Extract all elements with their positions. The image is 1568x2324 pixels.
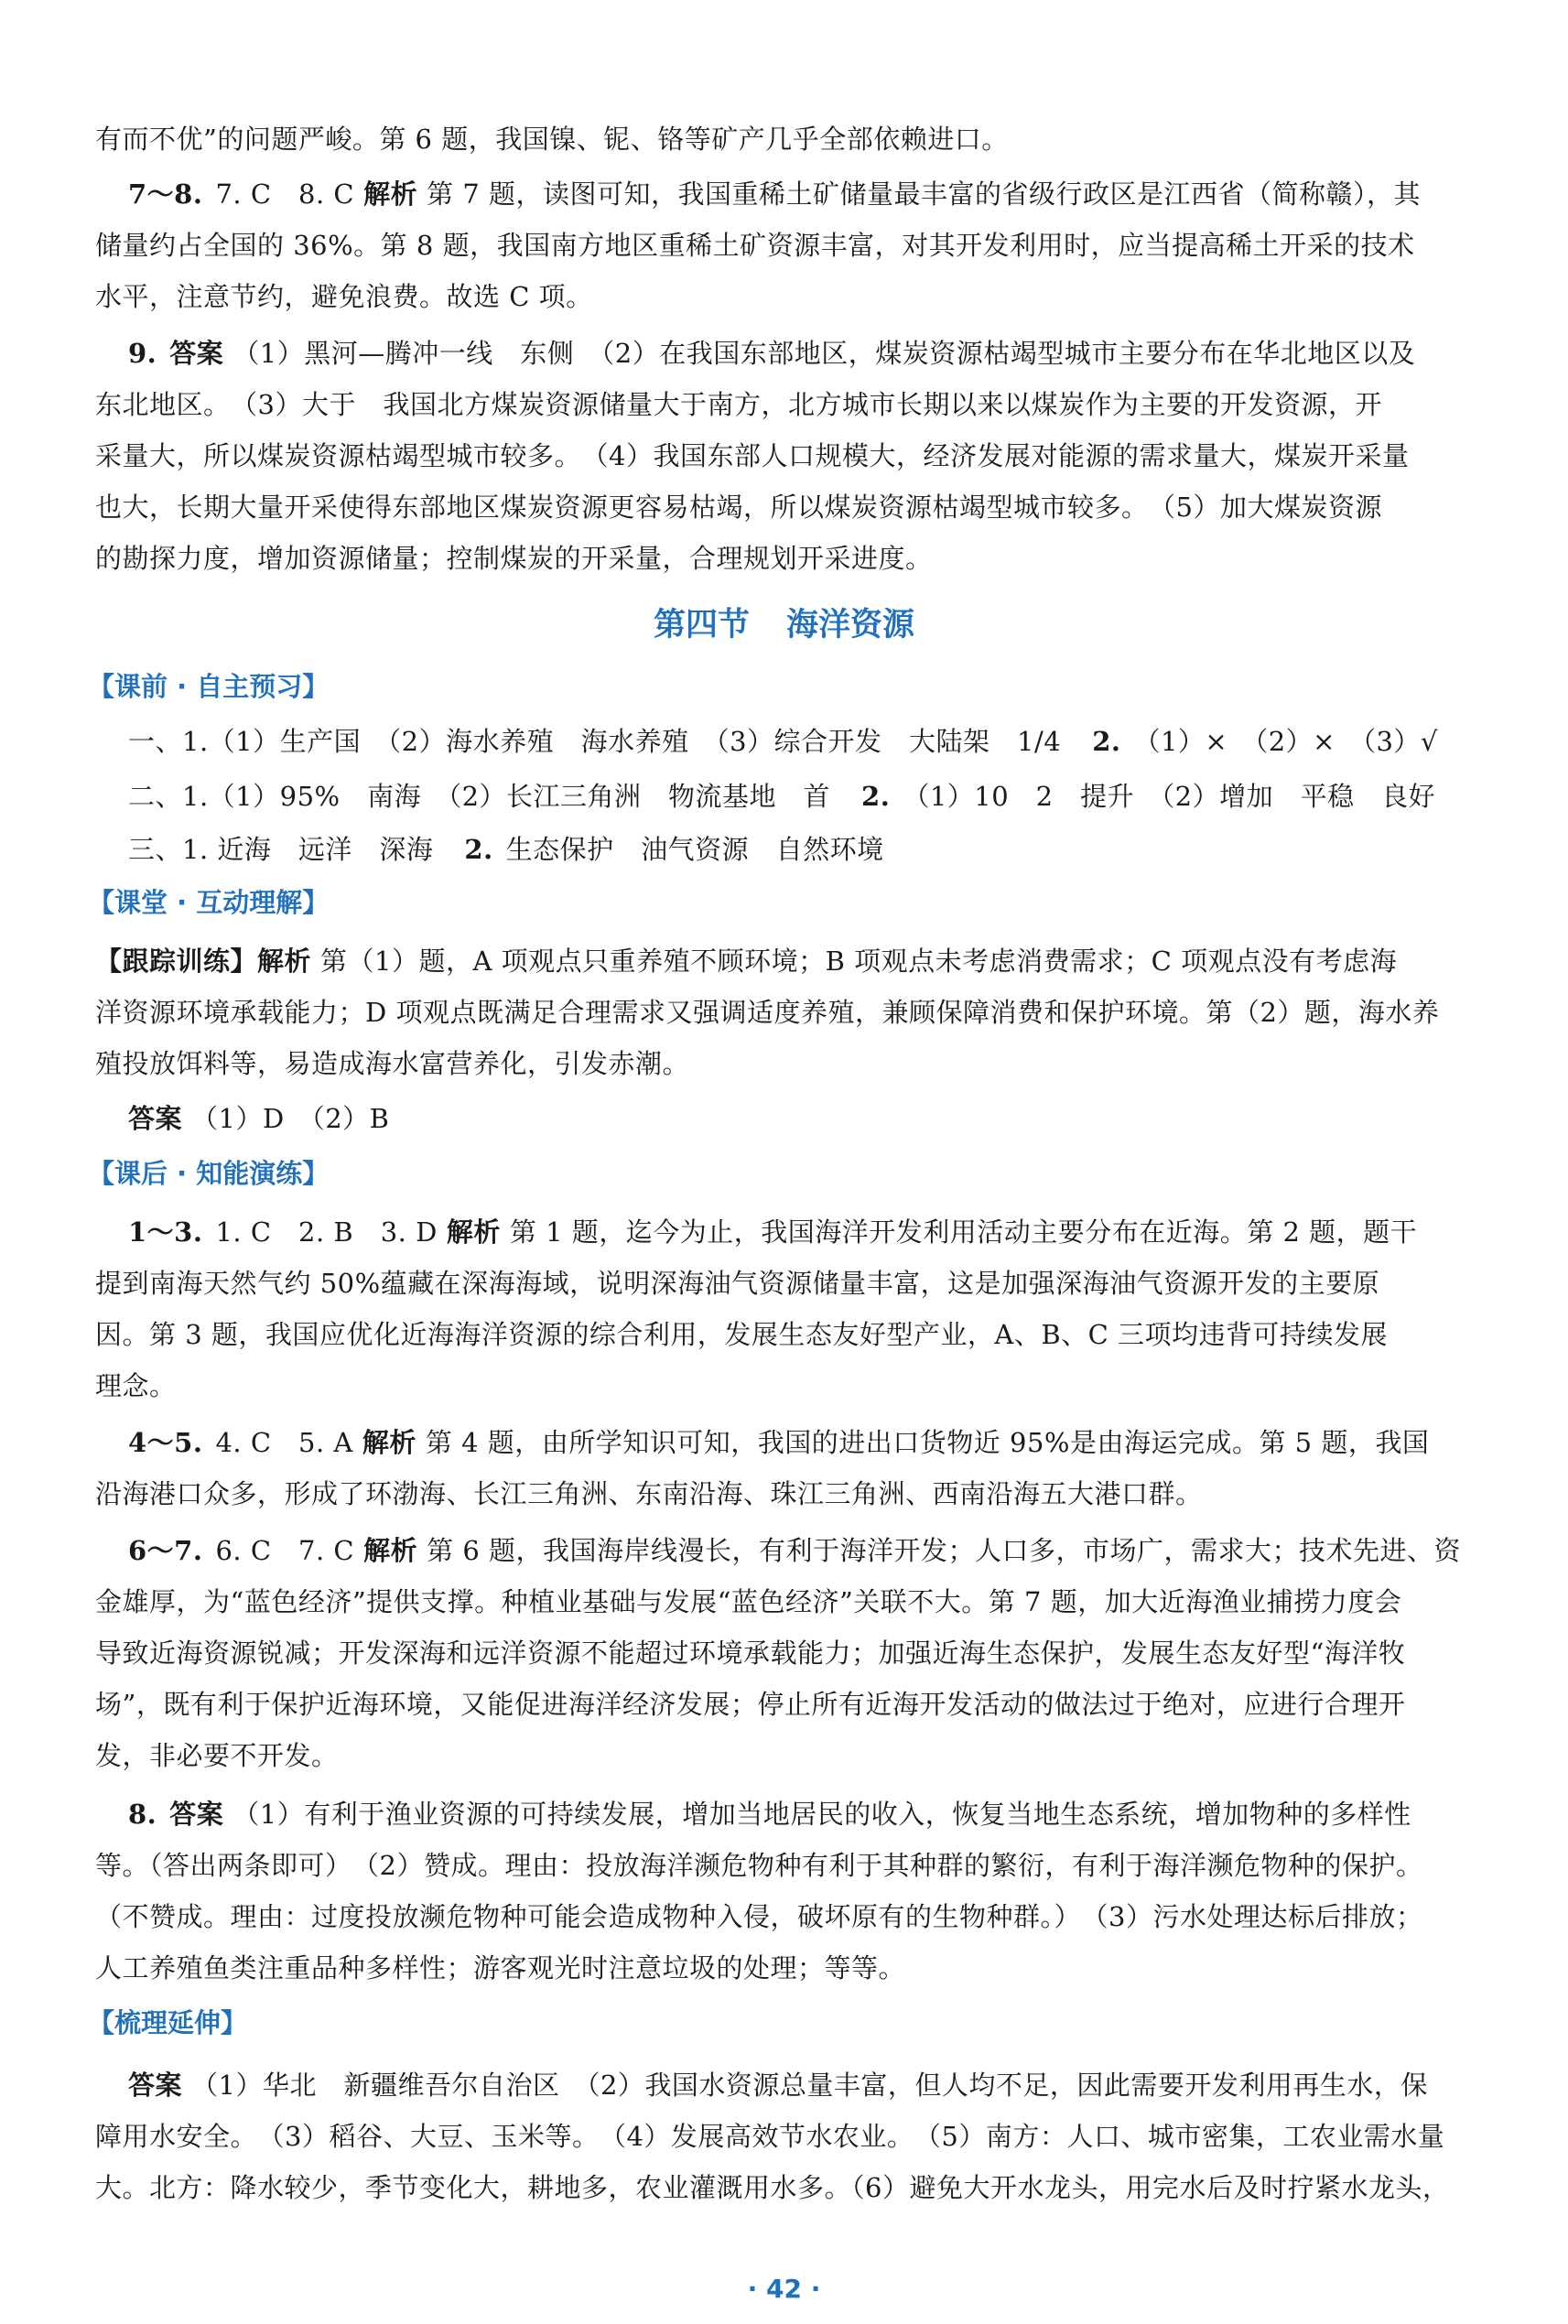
section-tag-classroom: 【课堂 · 互动理解】 bbox=[88, 887, 330, 918]
question-number: 7～8. bbox=[128, 178, 203, 210]
text-line: 储量约占全国的 36%。第 8 题，我国南方地区重稀土矿资源丰富，对其开发利用时，应当提高稀土开采的技术 bbox=[95, 230, 1415, 261]
question-number: 8. bbox=[128, 1799, 157, 1830]
answer-text: （1）华北 新疆维吾尔自治区 （2）我国水资源总量丰富，但人均不足，因此需要开发利用再生水，保 bbox=[191, 2070, 1428, 2101]
section-tag-after-class: 【课后 · 知能演练】 bbox=[88, 1158, 330, 1189]
answer-label: 答案 bbox=[169, 1799, 224, 1830]
answer-text: 三、1. 近海 远洋 深海 bbox=[128, 834, 434, 865]
question-number: 2. bbox=[464, 834, 493, 865]
answer-line-4-5 bbox=[128, 1424, 1430, 1461]
text-line: 有而不优”的问题严峻。第 6 题，我国镍、铌、铬等矿产几乎全部依赖进口。 bbox=[95, 124, 1009, 155]
question-number: 4～5. bbox=[128, 1427, 203, 1458]
question-number: 9. bbox=[128, 338, 157, 369]
text-line: 金雄厚，为“蓝色经济”提供支撑。种植业基础与发展“蓝色经济”关联不大。第 7 题，加大近海渔业捕捞力度会 bbox=[95, 1586, 1402, 1617]
answer-line-8 bbox=[128, 1796, 1411, 1832]
text-line: 导致近海资源锐减；开发深海和远洋资源不能超过环境承载能力；加强近海生态保护，发展生态友好型“海洋牧 bbox=[95, 1638, 1406, 1669]
answer-line bbox=[128, 1100, 1386, 1137]
answer-line bbox=[128, 2067, 1428, 2103]
answer-label: 答案 bbox=[128, 1103, 183, 1134]
text-line: 障用水安全。 （3）稻谷、大豆、玉米等。 （4）发展高效节水农业。 （5）南方：人口、城市密集，工农业需水量 bbox=[95, 2121, 1445, 2152]
text-line: 的勘探力度，增加资源储量；控制煤炭的开采量，合理规划开采进度。 bbox=[95, 543, 933, 574]
text-line: 大。北方：降水较少，季节变化大，耕地多，农业灌溉用水多。（6）避免大开水龙头，用完水后及时拧紧水龙头， bbox=[95, 2172, 1450, 2203]
text-line: 沿海港口众多，形成了环渤海、长江三角洲、东南沿海、珠江三角洲、西南沿海五大港口群。 bbox=[95, 1478, 1203, 1509]
answer-text: （1）D （2）B bbox=[191, 1103, 390, 1134]
answer-text: （1）10 2 提升 （2）增加 平稳 良好 bbox=[903, 781, 1436, 812]
answer-choices: 6. C 7. C bbox=[215, 1535, 355, 1566]
section-name: 海洋资源 bbox=[786, 607, 915, 643]
text-line: 东北地区。 （3）大于 我国北方煤炭资源储量大于南方，北方城市长期以来以煤炭作为主要的开发资源，开 bbox=[95, 389, 1382, 420]
analysis-label: 解析 bbox=[363, 178, 418, 210]
answer-choices: 4. C 5. A bbox=[215, 1427, 353, 1458]
answer-text: 一、1.（1）生产国 （2）海水养殖 海水养殖 （3）综合开发 大陆架 1/4 bbox=[128, 726, 1062, 757]
section-title bbox=[0, 602, 1568, 648]
analysis-text: 第 4 题，由所学知识可知，我国的进出口货物近 95%是由海运完成。第 5 题，我国 bbox=[425, 1427, 1430, 1458]
analysis-label: 【跟踪训练】解析 bbox=[95, 946, 312, 977]
answer-line bbox=[95, 943, 1398, 979]
answer-text: 二、1.（1）95% 南海 （2）长江三角洲 物流基地 首 bbox=[128, 781, 831, 812]
text-line: 发，非必要不开发。 bbox=[95, 1740, 339, 1771]
text-line: 等。（答出两条即可） （2）赞成。理由：投放海洋濒危物种有利于其种群的繁衍，有利于海洋濒危物种的保护。 bbox=[95, 1850, 1423, 1881]
text-line: 因。第 3 题，我国应优化近海海洋资源的综合利用，发展生态友好型产业，A、B、C 三项均违背可持续发展 bbox=[95, 1319, 1389, 1350]
analysis-text: 第 7 题，读图可知，我国重稀土矿储量最丰富的省级行政区是江西省（简称赣），其 bbox=[427, 178, 1422, 210]
answer-text: （1）黑河—腾冲一线 东侧 （2）在我国东部地区，煤炭资源枯竭型城市主要分布在华北地区以及 bbox=[232, 338, 1416, 369]
text-line: （不赞成。理由：过度投放濒危物种可能会造成物种入侵，破坏原有的生物种群。） （3）污水处理达标后排放； bbox=[95, 1901, 1423, 1932]
answer-line-7-8 bbox=[128, 176, 1422, 212]
answer-text: （1）× （2）× （3）√ bbox=[1133, 726, 1438, 757]
section-number: 第四节 bbox=[653, 607, 750, 643]
answer-choices: 1. C 2. B 3. D bbox=[215, 1216, 438, 1248]
text-line: 洋资源环境承载能力；D 项观点既满足合理需求又强调适度养殖，兼顾保障消费和保护环境。第（2）题，海水养 bbox=[95, 997, 1440, 1028]
section-tag-review: 【梳理延伸】 bbox=[88, 2007, 248, 2038]
answer-line-9 bbox=[128, 335, 1416, 372]
analysis-text: 第（1）题，A 项观点只重养殖不顾环境；B 项观点未考虑消费需求；C 项观点没有考虑海 bbox=[320, 946, 1398, 977]
analysis-text: 第 1 题，迄今为止，我国海洋开发利用活动主要分布在近海。第 2 题，题干 bbox=[509, 1216, 1418, 1248]
answer-choices: 7. C 8. C bbox=[215, 178, 355, 210]
answer-line-6-7 bbox=[128, 1532, 1462, 1569]
question-number: 1～3. bbox=[128, 1216, 203, 1248]
text-line: 人工养殖鱼类注重品种多样性；游客观光时注意垃圾的处理；等等。 bbox=[95, 1952, 906, 1984]
page-number: · 42 · bbox=[747, 2274, 821, 2304]
text-line: 采量大，所以煤炭资源枯竭型城市较多。 （4）我国东部人口规模大，经济发展对能源的需求量大，煤炭开采量 bbox=[95, 440, 1410, 471]
text-line: 理念。 bbox=[95, 1370, 177, 1401]
answer-line-1-3 bbox=[128, 1214, 1418, 1250]
text-line: 提到南海天然气约 50%蕴藏在深海海域，说明深海油气资源储量丰富，这是加强深海油气资源开发的主要原 bbox=[95, 1268, 1380, 1299]
question-number: 6～7. bbox=[128, 1535, 203, 1566]
answer-text: （1）有利于渔业资源的可持续发展，增加当地居民的收入，恢复当地生态系统，增加物种的多样性 bbox=[232, 1799, 1411, 1830]
analysis-label: 解析 bbox=[363, 1535, 418, 1566]
question-number: 2. bbox=[1092, 726, 1121, 757]
text-line: 场”，既有利于保护近海环境，又能促进海洋经济发展；停止所有近海开发活动的做法过于绝对，应进行合理开 bbox=[95, 1689, 1406, 1720]
text-line: 水平，注意节约，避免浪费。故选 C 项。 bbox=[95, 281, 593, 312]
answer-label: 答案 bbox=[169, 338, 224, 369]
answer-line bbox=[128, 723, 1438, 760]
text-line: 也大，长期大量开采使得东部地区煤炭资源更容易枯竭，所以煤炭资源枯竭型城市较多。 （5）加大煤炭资源 bbox=[95, 492, 1382, 523]
text-line: 殖投放饵料等，易造成海水富营养化，引发赤潮。 bbox=[95, 1048, 690, 1079]
answer-line bbox=[128, 778, 1436, 815]
analysis-text: 第 6 题，我国海岸线漫长，有利于海洋开发；人口多，市场广，需求大；技术先进、资 bbox=[427, 1535, 1462, 1566]
answer-text: 生态保护 油气资源 自然环境 bbox=[505, 834, 884, 865]
analysis-label: 解析 bbox=[362, 1427, 416, 1458]
answer-label: 答案 bbox=[128, 2070, 183, 2101]
section-tag-preview: 【课前 · 自主预习】 bbox=[88, 671, 330, 702]
question-number: 2. bbox=[861, 781, 891, 812]
answer-line bbox=[128, 831, 1386, 868]
analysis-label: 解析 bbox=[446, 1216, 501, 1248]
